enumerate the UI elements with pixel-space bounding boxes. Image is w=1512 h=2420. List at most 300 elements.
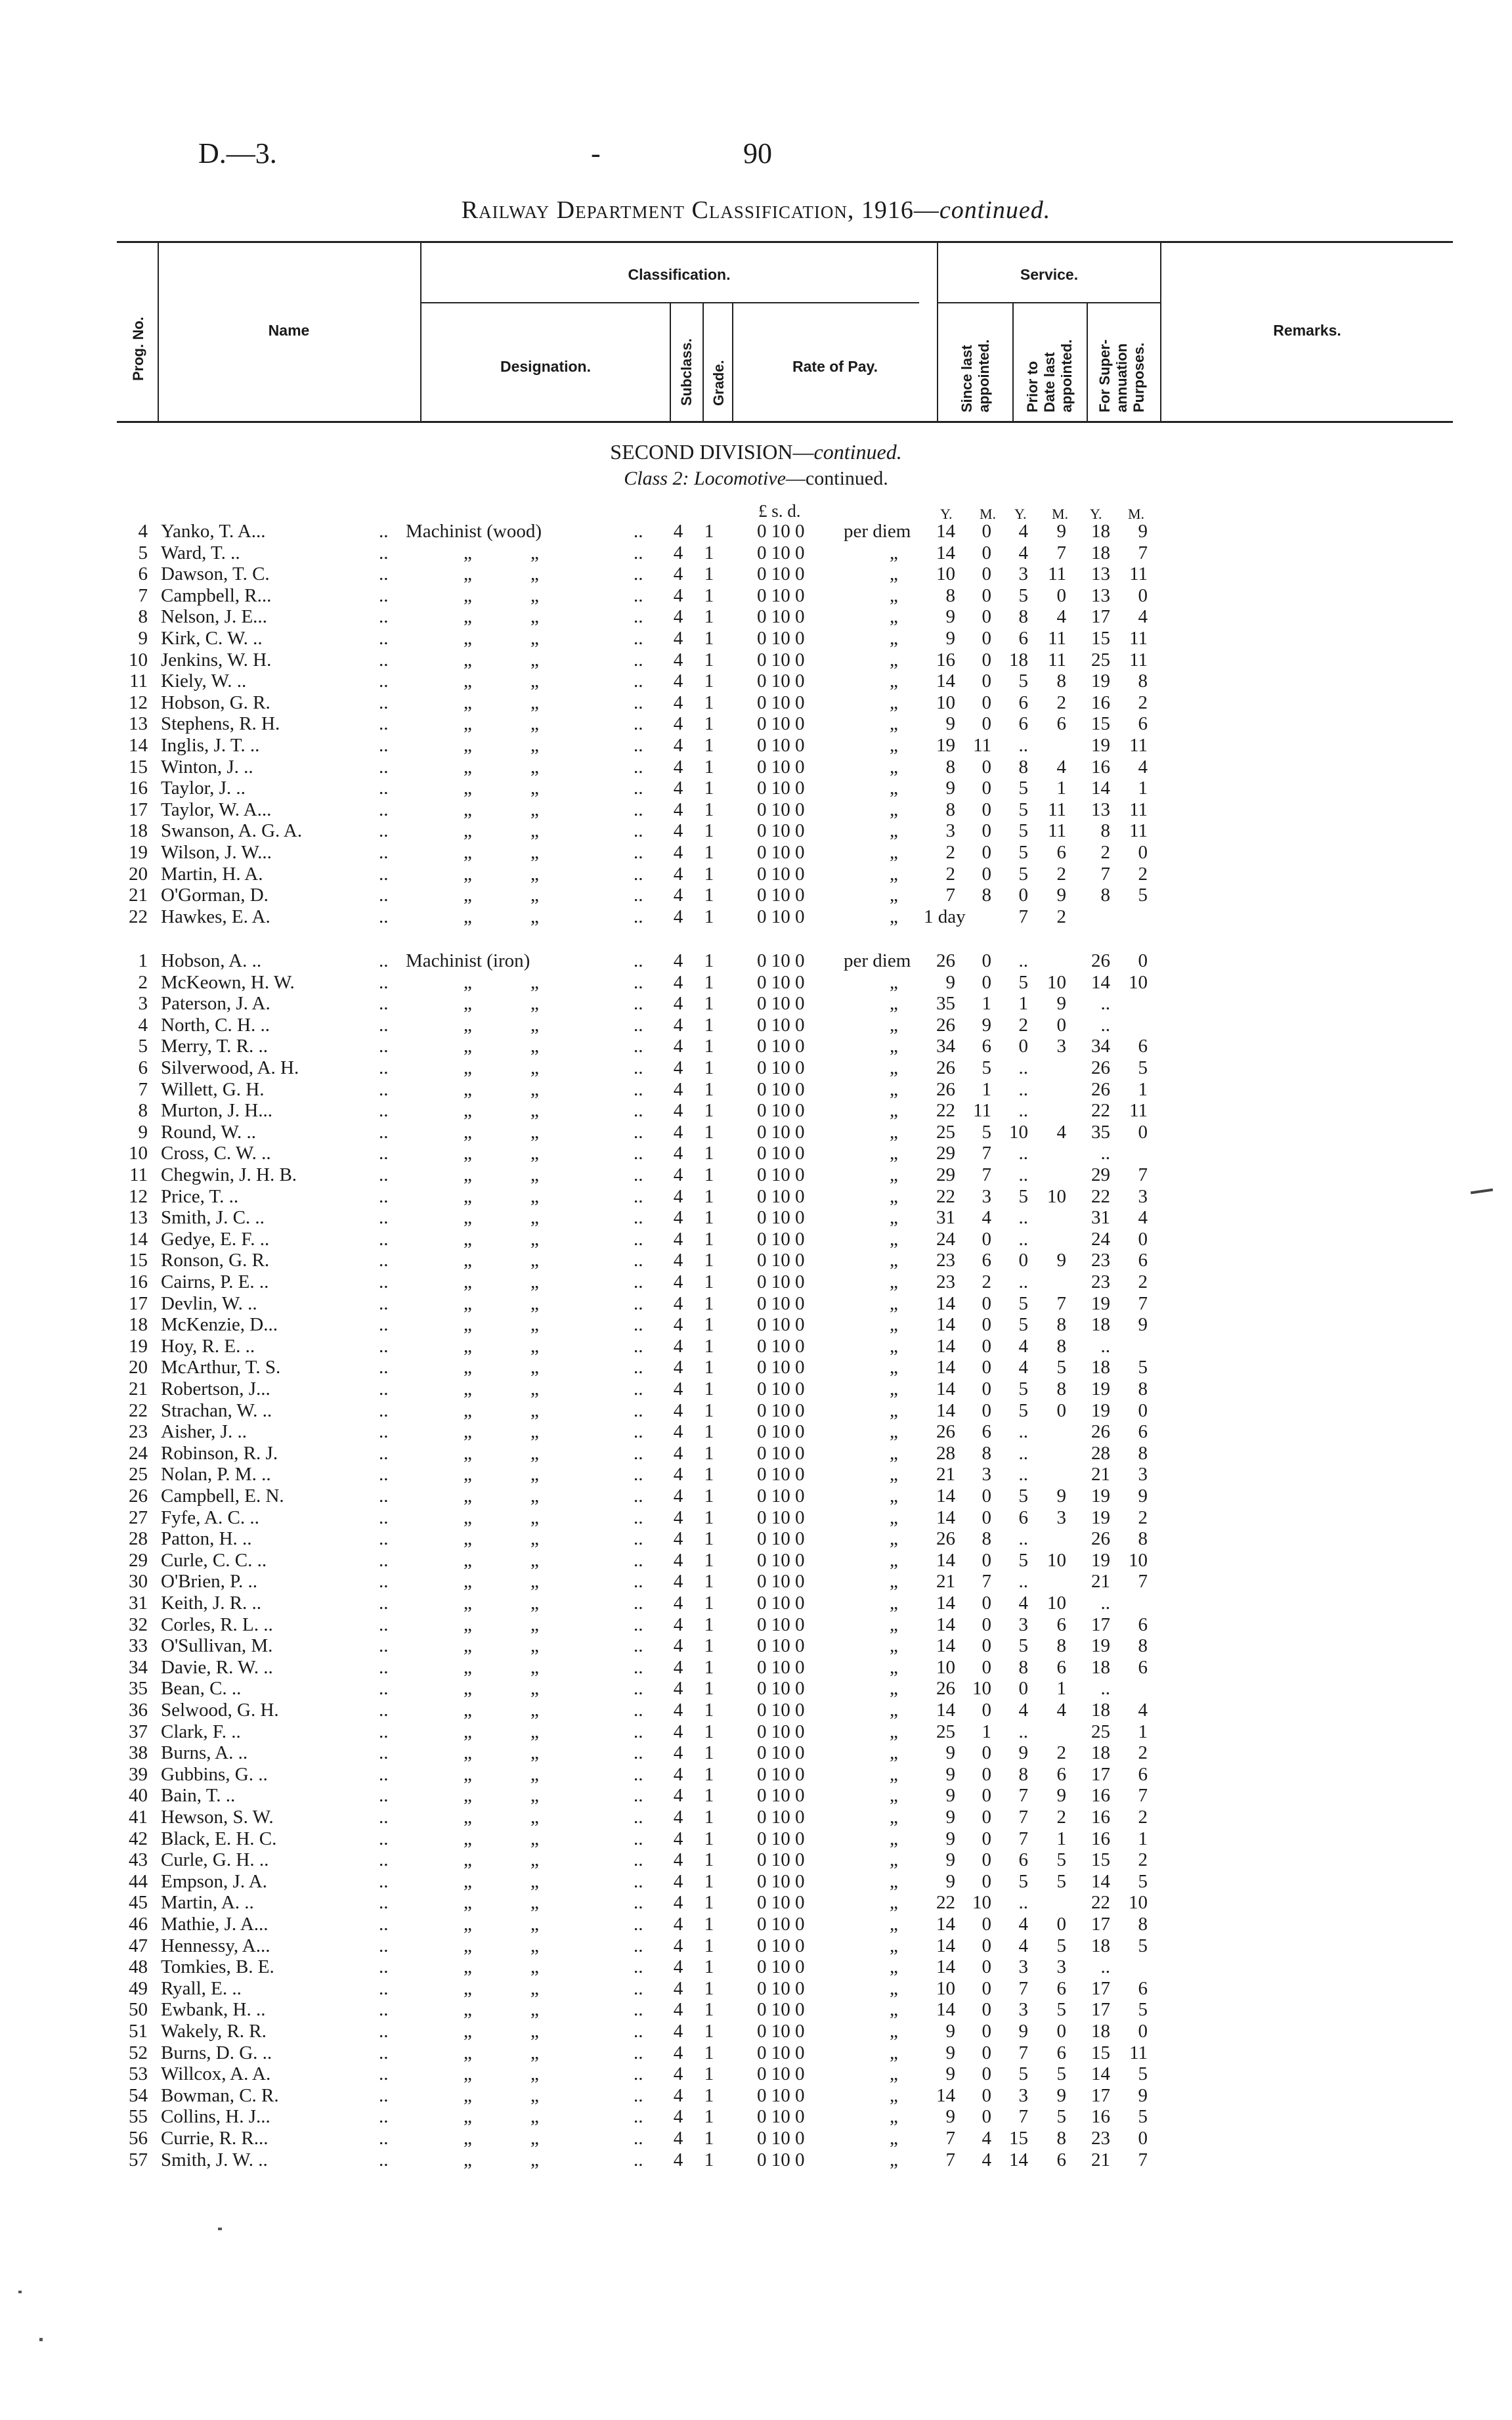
ditto-mark: „ <box>530 628 539 649</box>
ditto-mark: „ <box>890 1357 898 1378</box>
leader-dots: .. <box>634 993 643 1015</box>
grade-value: 1 <box>704 1421 714 1443</box>
prog-no: 57 <box>129 2149 148 2170</box>
since-last-years: 22 <box>936 1892 955 1914</box>
ditto-mark: „ <box>464 1807 472 1828</box>
ditto-mark: „ <box>464 1335 472 1357</box>
employee-name: Campbell, R... <box>161 584 272 606</box>
ditto-mark: „ <box>890 1763 898 1785</box>
superannuation-months: 6 <box>1138 1036 1148 1057</box>
table-row <box>0 1378 1512 1400</box>
prog-no: 14 <box>129 735 148 756</box>
employee-name: Merry, T. R. .. <box>161 1036 268 1057</box>
prior-months: 8 <box>1056 1314 1066 1336</box>
subclass-value: 4 <box>673 1549 683 1571</box>
superannuation-years: 14 <box>1091 778 1110 799</box>
prior-years: 10 <box>1009 1121 1028 1143</box>
ditto-mark: „ <box>890 1999 898 2021</box>
prior-years: 4 <box>1018 1700 1028 1721</box>
prior-months: 0 <box>1056 1014 1066 1036</box>
leader-dots: .. <box>379 1977 389 1999</box>
grade-value: 1 <box>704 1164 714 1185</box>
ditto-mark: „ <box>464 542 472 563</box>
leader-dots: .. <box>634 1700 643 1721</box>
superannuation-years: 13 <box>1091 563 1110 585</box>
ditto-mark: „ <box>530 2149 539 2170</box>
since-last-months: 0 <box>982 1485 991 1507</box>
grade-value: 1 <box>704 1656 714 1678</box>
ditto-mark: „ <box>890 1143 898 1164</box>
prog-no: 11 <box>129 671 148 692</box>
ditto-mark: „ <box>530 2106 539 2128</box>
since-last-years: 10 <box>936 1656 955 1678</box>
leader-dots: .. <box>379 1357 389 1378</box>
superannuation-months: 8 <box>1138 1914 1148 1935</box>
superannuation-years: .. <box>1100 1678 1110 1700</box>
since-last-years: 8 <box>945 756 955 778</box>
since-last-years: 24 <box>936 1228 955 1250</box>
rate-of-pay: 0 10 0 <box>757 1914 805 1935</box>
superannuation-years: 19 <box>1091 1549 1110 1571</box>
superannuation-years: 22 <box>1091 1100 1110 1122</box>
superannuation-years: .. <box>1100 993 1110 1015</box>
rate-of-pay: 0 10 0 <box>757 1014 805 1036</box>
rate-of-pay: 0 10 0 <box>757 1593 805 1614</box>
since-last-years: 21 <box>936 1571 955 1593</box>
since-last-months: 0 <box>982 1742 991 1764</box>
grade-value: 1 <box>704 1678 714 1700</box>
units-since-months: M. <box>980 506 997 522</box>
ditto-mark: „ <box>530 1528 539 1550</box>
leader-dots: .. <box>379 2042 389 2063</box>
since-last-months: 0 <box>982 1378 991 1399</box>
leader-dots: .. <box>634 1807 643 1828</box>
header-designation: Designation. <box>500 358 591 375</box>
since-last-months: 0 <box>982 1870 991 1892</box>
superannuation-years: 26 <box>1091 1421 1110 1443</box>
employee-name: Strachan, W. .. <box>161 1399 272 1421</box>
subclass-value: 4 <box>673 799 683 820</box>
ditto-mark: „ <box>464 1935 472 1956</box>
ditto-mark: „ <box>464 1549 472 1571</box>
table-row <box>0 864 1512 885</box>
leader-dots: .. <box>379 1678 389 1700</box>
grade-value: 1 <box>704 950 714 971</box>
prog-no: 12 <box>129 692 148 713</box>
grade-value: 1 <box>704 1464 714 1485</box>
grade-value: 1 <box>704 863 714 885</box>
prog-no: 33 <box>129 1635 148 1657</box>
prog-no: 56 <box>129 2128 148 2149</box>
subclass-value: 4 <box>673 1100 683 1122</box>
ditto-mark: „ <box>464 2063 472 2085</box>
leader-dots: .. <box>379 1421 389 1443</box>
header-remarks: Remarks. <box>1273 322 1341 339</box>
ditto-mark: „ <box>464 1185 472 1207</box>
superannuation-months: 10 <box>1129 1892 1148 1914</box>
superannuation-years: 18 <box>1091 1742 1110 1764</box>
since-last-months: 0 <box>982 1849 991 1871</box>
ditto-mark: „ <box>530 1250 539 1271</box>
ditto-mark: „ <box>464 2021 472 2042</box>
prior-years: .. <box>1018 1892 1028 1914</box>
rate-of-pay: 0 10 0 <box>757 2149 805 2170</box>
since-last-years: 9 <box>945 1870 955 1892</box>
prog-no: 34 <box>129 1656 148 1678</box>
title-main: Railway Department Classification <box>461 196 848 224</box>
superannuation-years: 25 <box>1091 1721 1110 1742</box>
designation: Machinist (wood) <box>406 521 542 542</box>
leader-dots: .. <box>634 885 643 906</box>
since-last-months: 0 <box>982 756 991 778</box>
ditto-mark: „ <box>530 1956 539 1978</box>
since-last-months: 0 <box>982 1314 991 1336</box>
prior-months: 6 <box>1056 713 1066 735</box>
prior-years: 4 <box>1018 1935 1028 1956</box>
table-row <box>0 1807 1512 1828</box>
prog-no: 44 <box>129 1870 148 1892</box>
superannuation-years: 17 <box>1091 606 1110 628</box>
prior-months: 5 <box>1056 1935 1066 1956</box>
since-last-years: 19 <box>936 735 955 756</box>
rate-of-pay: 0 10 0 <box>757 542 805 563</box>
employee-name: Bean, C. .. <box>161 1678 242 1700</box>
prior-years: 8 <box>1018 756 1028 778</box>
prior-months: 9 <box>1056 1785 1066 1807</box>
prior-months: 3 <box>1056 1507 1066 1528</box>
superannuation-months: 0 <box>1138 1399 1148 1421</box>
prior-years: .. <box>1018 1164 1028 1185</box>
units-since-years: Y. <box>940 506 953 522</box>
since-last-months: 0 <box>982 692 991 713</box>
table-row <box>0 1464 1512 1485</box>
subclass-value: 4 <box>673 1185 683 1207</box>
ditto-mark: „ <box>890 1678 898 1700</box>
since-last-years: 14 <box>936 1292 955 1314</box>
since-last-years: 14 <box>936 1593 955 1614</box>
subclass-value: 4 <box>673 1207 683 1229</box>
rate-of-pay: 0 10 0 <box>757 2106 805 2128</box>
prior-years: .. <box>1018 1271 1028 1292</box>
since-last-years: 14 <box>936 2084 955 2106</box>
superannuation-months: 0 <box>1138 950 1148 971</box>
employee-name: O'Gorman, D. <box>161 885 269 906</box>
subclass-value: 4 <box>673 1656 683 1678</box>
ditto-mark: „ <box>464 692 472 713</box>
since-last-years: 14 <box>936 542 955 563</box>
ditto-mark: „ <box>464 993 472 1015</box>
prior-years: 8 <box>1018 606 1028 628</box>
table-row <box>0 972 1512 994</box>
superannuation-years: 24 <box>1091 1228 1110 1250</box>
since-last-months: 0 <box>982 671 991 692</box>
prog-no: 17 <box>129 1292 148 1314</box>
ditto-mark: „ <box>890 1549 898 1571</box>
prog-no: 41 <box>129 1807 148 1828</box>
ditto-mark: „ <box>890 1977 898 1999</box>
leader-dots: .. <box>379 885 389 906</box>
table-row <box>0 1657 1512 1679</box>
subclass-value: 4 <box>673 1614 683 1635</box>
employee-name: Curle, G. H. .. <box>161 1849 269 1871</box>
ditto-mark: „ <box>530 1314 539 1336</box>
header-prog-no: Prog. No. <box>130 317 146 381</box>
prior-years: .. <box>1018 1721 1028 1742</box>
prior-months: 4 <box>1056 606 1066 628</box>
ditto-mark: „ <box>890 1485 898 1507</box>
superannuation-years: 17 <box>1091 1999 1110 2021</box>
since-last-months: 0 <box>982 863 991 885</box>
since-last-months: 0 <box>982 563 991 585</box>
subclass-value: 4 <box>673 1036 683 1057</box>
superannuation-years: 26 <box>1091 1057 1110 1078</box>
since-last-years: 16 <box>936 649 955 671</box>
grade-value: 1 <box>704 1442 714 1464</box>
subclass-value: 4 <box>673 1678 683 1700</box>
prog-no: 20 <box>129 863 148 885</box>
ditto-mark: „ <box>890 1335 898 1357</box>
prior-years: 5 <box>1018 1870 1028 1892</box>
subclass-value: 4 <box>673 1485 683 1507</box>
rate-of-pay: 0 10 0 <box>757 778 805 799</box>
employee-name: O'Sullivan, M. <box>161 1635 273 1657</box>
subclass-value: 4 <box>673 1999 683 2021</box>
since-last-months: 0 <box>982 1357 991 1378</box>
employee-name: Hobson, G. R. <box>161 692 270 713</box>
subclass-value: 4 <box>673 1292 683 1314</box>
superannuation-years: .. <box>1100 1956 1110 1978</box>
prior-years: 7 <box>1018 906 1028 927</box>
ditto-mark: „ <box>464 1507 472 1528</box>
table-row <box>0 950 1512 972</box>
since-last-years: 34 <box>936 1036 955 1057</box>
ditto-mark: „ <box>464 1614 472 1635</box>
employee-name: Smith, J. W. .. <box>161 2149 268 2170</box>
subclass-value: 4 <box>673 606 683 628</box>
ditto-mark: „ <box>530 842 539 863</box>
prior-years: 5 <box>1018 778 1028 799</box>
leader-dots: .. <box>634 1914 643 1935</box>
superannuation-months: 4 <box>1138 756 1148 778</box>
table-row <box>0 757 1512 778</box>
table-row <box>0 1293 1512 1315</box>
superannuation-months: 6 <box>1138 1763 1148 1785</box>
divider-prior-super <box>1087 302 1088 422</box>
leader-dots: .. <box>634 1314 643 1336</box>
leader-dots: .. <box>379 1700 389 1721</box>
leader-dots: .. <box>379 1999 389 2021</box>
ditto-mark: „ <box>530 1271 539 1292</box>
grade-value: 1 <box>704 2063 714 2085</box>
prior-years: 5 <box>1018 1399 1028 1421</box>
rate-of-pay: 0 10 0 <box>757 713 805 735</box>
table-row <box>0 1593 1512 1614</box>
grade-value: 1 <box>704 1014 714 1036</box>
ditto-mark: „ <box>464 1593 472 1614</box>
rate-of-pay: 0 10 0 <box>757 1977 805 1999</box>
grade-value: 1 <box>704 1549 714 1571</box>
superannuation-months: 2 <box>1138 1271 1148 1292</box>
since-last-years: 14 <box>936 1314 955 1336</box>
table-row <box>0 692 1512 714</box>
leader-dots: .. <box>379 1914 389 1935</box>
ditto-mark: „ <box>530 1614 539 1635</box>
grade-value: 1 <box>704 1571 714 1593</box>
superannuation-years: 16 <box>1091 1785 1110 1807</box>
pay-unit: per diem <box>844 950 911 971</box>
since-last-months: 4 <box>982 1207 991 1229</box>
employee-name: McArthur, T. S. <box>161 1357 281 1378</box>
prior-months: 2 <box>1056 906 1066 927</box>
prior-months: 0 <box>1056 2021 1066 2042</box>
superannuation-years: 19 <box>1091 1635 1110 1657</box>
superannuation-months: 8 <box>1138 671 1148 692</box>
leader-dots: .. <box>634 735 643 756</box>
superannuation-years: 29 <box>1091 1164 1110 1185</box>
prior-months: 1 <box>1056 1828 1066 1849</box>
leader-dots: .. <box>379 863 389 885</box>
rate-of-pay: 0 10 0 <box>757 1399 805 1421</box>
rate-of-pay: 0 10 0 <box>757 1828 805 1849</box>
units-money: £ s. d. <box>758 501 801 521</box>
prior-months: 8 <box>1056 671 1066 692</box>
grade-value: 1 <box>704 1956 714 1978</box>
employee-name: Hoy, R. E. .. <box>161 1335 255 1357</box>
leader-dots: .. <box>634 1036 643 1057</box>
superannuation-months: 9 <box>1138 2084 1148 2106</box>
leader-dots: .. <box>634 2042 643 2063</box>
employee-name: Kiely, W. .. <box>161 671 247 692</box>
prog-no: 15 <box>129 1250 148 1271</box>
ditto-mark: „ <box>530 906 539 927</box>
employee-name: Ryall, E. .. <box>161 1977 242 1999</box>
subclass-value: 4 <box>673 1357 683 1378</box>
employee-name: Stephens, R. H. <box>161 713 280 735</box>
superannuation-months: 2 <box>1138 692 1148 713</box>
table-row <box>0 521 1512 542</box>
ditto-mark: „ <box>464 1571 472 1593</box>
rate-of-pay: 0 10 0 <box>757 1421 805 1443</box>
leader-dots: .. <box>379 1185 389 1207</box>
since-last-years: 14 <box>936 1399 955 1421</box>
ditto-mark: „ <box>464 1399 472 1421</box>
superannuation-years: 13 <box>1091 799 1110 820</box>
leader-dots: .. <box>634 1849 643 1871</box>
since-last-months: 0 <box>982 799 991 820</box>
ditto-mark: „ <box>890 1185 898 1207</box>
since-last-months: 0 <box>982 1614 991 1635</box>
grade-value: 1 <box>704 671 714 692</box>
superannuation-years: 13 <box>1091 584 1110 606</box>
rate-of-pay: 0 10 0 <box>757 1956 805 1978</box>
division-continued: continued. <box>813 440 902 464</box>
superannuation-months: 4 <box>1138 1207 1148 1229</box>
prog-no: 45 <box>129 1892 148 1914</box>
leader-dots: .. <box>634 1999 643 2021</box>
ditto-mark: „ <box>890 1464 898 1485</box>
ditto-mark: „ <box>890 2042 898 2063</box>
table-row <box>0 1186 1512 1208</box>
ditto-mark: „ <box>464 1143 472 1164</box>
leader-dots: .. <box>634 1656 643 1678</box>
leader-dots: .. <box>634 2106 643 2128</box>
rate-of-pay: 0 10 0 <box>757 1271 805 1292</box>
prog-no: 30 <box>129 1571 148 1593</box>
leader-dots: .. <box>634 820 643 842</box>
ditto-mark: „ <box>890 820 898 842</box>
prior-years: 6 <box>1018 1849 1028 1871</box>
rate-of-pay: 0 10 0 <box>757 1635 805 1657</box>
since-last-months: 0 <box>982 628 991 649</box>
leader-dots: .. <box>379 1507 389 1528</box>
employee-name: Devlin, W. .. <box>161 1292 257 1314</box>
since-last-years: 23 <box>936 1250 955 1271</box>
prog-no: 6 <box>138 1057 148 1078</box>
leader-dots: .. <box>379 1292 389 1314</box>
since-last-years: 14 <box>936 1357 955 1378</box>
ditto-mark: „ <box>890 863 898 885</box>
prior-years: 8 <box>1018 1656 1028 1678</box>
table-row <box>0 1143 1512 1164</box>
prior-years: 7 <box>1018 1807 1028 1828</box>
ditto-mark: „ <box>464 1763 472 1785</box>
since-last-years: 14 <box>936 1700 955 1721</box>
document-reference: D.—3. <box>198 137 277 169</box>
prog-no: 40 <box>129 1785 148 1807</box>
prior-months: 6 <box>1056 2149 1066 2170</box>
prior-years: .. <box>1018 1057 1028 1078</box>
prior-months: 5 <box>1056 1357 1066 1378</box>
table-row <box>0 1742 1512 1764</box>
since-last-months: 0 <box>982 1656 991 1678</box>
since-last-months: 0 <box>982 1228 991 1250</box>
leader-dots: .. <box>634 542 643 563</box>
superannuation-years: 16 <box>1091 692 1110 713</box>
subclass-value: 4 <box>673 1721 683 1742</box>
leader-dots: .. <box>379 1228 389 1250</box>
prior-years: 5 <box>1018 2063 1028 2085</box>
ditto-mark: „ <box>530 1292 539 1314</box>
prior-months: 6 <box>1056 1614 1066 1635</box>
leader-dots: .. <box>379 628 389 649</box>
rate-of-pay: 0 10 0 <box>757 1464 805 1485</box>
since-last-months: 1 <box>982 1721 991 1742</box>
prog-no: 7 <box>138 1078 148 1100</box>
employee-name: Gubbins, G. .. <box>161 1763 268 1785</box>
ditto-mark: „ <box>890 606 898 628</box>
leader-dots: .. <box>634 1250 643 1271</box>
prior-months: 7 <box>1056 1292 1066 1314</box>
since-last-years: 3 <box>945 820 955 842</box>
ditto-mark: „ <box>530 1057 539 1078</box>
class-heading <box>0 468 1512 490</box>
superannuation-months: 2 <box>1138 1807 1148 1828</box>
subclass-value: 4 <box>673 756 683 778</box>
ditto-mark: „ <box>530 584 539 606</box>
title-continued: continued. <box>939 196 1051 224</box>
since-last-months: 0 <box>982 1635 991 1657</box>
leader-dots: .. <box>634 1507 643 1528</box>
ditto-mark: „ <box>890 1700 898 1721</box>
table-row <box>0 1122 1512 1143</box>
subclass-value: 4 <box>673 2084 683 2106</box>
prog-no: 50 <box>129 1999 148 2021</box>
since-last-years: 9 <box>945 1849 955 1871</box>
ditto-mark: „ <box>890 1228 898 1250</box>
header-subclass: Subclass. <box>678 338 695 406</box>
prior-months: 5 <box>1056 1999 1066 2021</box>
employee-name: Nolan, P. M. .. <box>161 1464 271 1485</box>
